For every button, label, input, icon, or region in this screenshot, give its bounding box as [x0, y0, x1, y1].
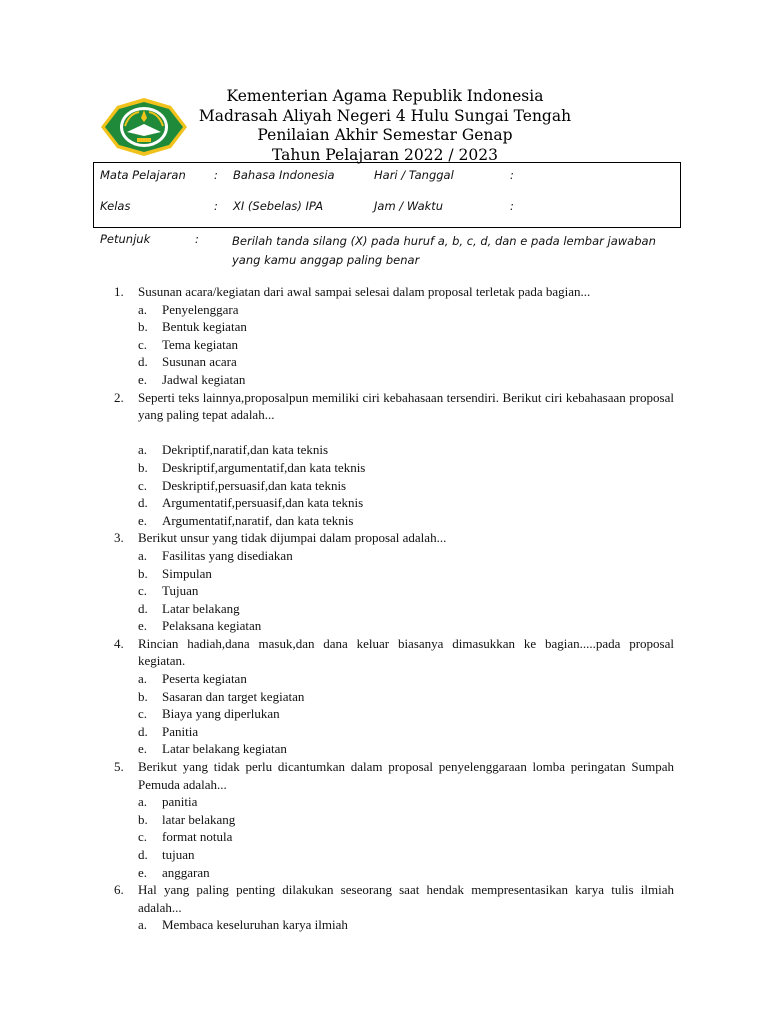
option-letter: b. — [138, 319, 148, 335]
option-letter: b. — [138, 811, 148, 827]
answer-option — [138, 582, 674, 600]
day-date-colon: : — [510, 168, 514, 182]
class-label: Kelas — [100, 199, 131, 213]
option-letter: e. — [138, 741, 148, 757]
option-letter: b. — [138, 688, 148, 704]
exam-title: Penilaian Akhir Semestar Genap — [257, 126, 513, 144]
option-text: Simpulan — [162, 565, 212, 581]
question-item — [114, 635, 674, 758]
option-letter: d. — [138, 600, 148, 616]
day-date-label: Hari / Tanggal — [374, 168, 454, 182]
option-letter: c. — [138, 706, 148, 722]
answer-option — [138, 477, 674, 495]
answer-option — [138, 705, 674, 723]
answer-option — [138, 371, 674, 389]
question-text: Seperti teks lainnya,proposalpun memiliki ciri kebahasaan tersendiri. Berikut ciri kebahasaan proposal yang paling tepat adalah... — [138, 389, 674, 423]
ministry-name: Kementerian Agama Republik Indonesia — [226, 87, 544, 105]
option-text: Deskriptif,persuasif,dan kata teknis — [162, 477, 347, 493]
option-letter: d. — [138, 495, 148, 511]
answer-option — [138, 318, 674, 336]
option-text: Bentuk kegiatan — [162, 319, 247, 335]
question-text: Hal yang paling penting dilakukan seseorang saat hendak mempresentasikan karya tulis ilmiah adalah... — [138, 882, 674, 915]
option-letter: a. — [138, 442, 148, 458]
answer-option — [138, 688, 674, 706]
question-item — [114, 881, 674, 934]
option-text: Panitia — [162, 723, 199, 739]
option-text: Penyelenggara — [162, 301, 239, 317]
answer-option — [138, 828, 674, 846]
question-number: 4. — [114, 635, 124, 651]
instructions-text: Berilah tanda silang (X) pada huruf a, b, c, d, dan e pada lembar jawaban yang kamu anggap paling benar — [232, 234, 656, 267]
instructions-label: Petunjuk — [100, 232, 151, 246]
question-number: 5. — [114, 759, 124, 775]
option-text: anggaran — [162, 864, 210, 880]
answer-option — [138, 916, 674, 934]
time-colon: : — [510, 199, 514, 213]
option-text: Sasaran dan target kegiatan — [162, 688, 305, 704]
answer-option — [138, 846, 674, 864]
academic-year: Tahun Pelajaran 2022 / 2023 — [272, 145, 498, 164]
option-letter: e. — [138, 371, 148, 387]
option-text: Peserta kegiatan — [162, 671, 247, 687]
answer-option — [138, 600, 674, 618]
option-letter: d. — [138, 847, 148, 862]
option-text: Jadwal kegiatan — [162, 371, 246, 387]
option-text: Deskriptif,argumentatif,dan kata teknis — [162, 459, 366, 475]
answer-option — [138, 547, 674, 565]
question-item — [114, 758, 674, 881]
subject-colon: : — [214, 168, 218, 182]
option-text: Argumentatif,naratif, dan kata teknis — [162, 512, 354, 528]
answer-option — [138, 459, 674, 477]
answer-option — [138, 512, 674, 530]
school-name: Madrasah Aliyah Negeri 4 Hulu Sungai Tengah — [198, 106, 572, 125]
option-text: Fasilitas yang disediakan — [162, 547, 293, 563]
answer-option — [138, 864, 674, 882]
option-text: Latar belakang — [162, 600, 240, 616]
option-letter: a. — [138, 301, 148, 317]
answer-option — [138, 793, 674, 811]
subject-label: Mata Pelajaran — [100, 168, 186, 182]
answer-option — [138, 494, 674, 512]
answer-option — [138, 811, 674, 829]
class-value: XI (Sebelas) IPA — [233, 199, 324, 213]
answer-option — [138, 670, 674, 688]
time-label: Jam / Waktu — [374, 199, 444, 213]
option-letter: c. — [138, 336, 148, 352]
option-text: Pelaksana kegiatan — [162, 618, 262, 634]
option-text: Susunan acara — [162, 354, 237, 370]
option-text: Membaca keseluruhan karya ilmiah — [162, 917, 348, 933]
option-letter: c. — [138, 829, 148, 845]
question-text: Berikut yang tidak perlu dicantumkan dalam proposal penyelenggaraan lomba peringatan Sumpah Pemuda adalah... — [138, 759, 674, 792]
answer-option — [138, 565, 674, 583]
answer-option — [138, 353, 674, 371]
option-text: Tujuan — [162, 583, 199, 599]
answer-option — [138, 617, 674, 635]
option-letter: e. — [138, 618, 148, 634]
letterhead — [185, 87, 585, 165]
option-letter: c. — [138, 583, 148, 599]
question-item — [114, 389, 674, 530]
option-text: tujuan — [162, 847, 195, 862]
option-text: Dekriptif,naratif,dan kata teknis — [162, 442, 329, 458]
class-colon: : — [214, 199, 218, 213]
option-letter: d. — [138, 354, 148, 370]
option-text: Biaya yang diperlukan — [162, 706, 280, 722]
option-letter: d. — [138, 723, 148, 739]
option-letter: e. — [138, 512, 148, 528]
option-text: panitia — [162, 794, 198, 810]
question-number: 3. — [114, 530, 124, 546]
option-letter: a. — [138, 547, 148, 563]
option-letter: a. — [138, 671, 148, 687]
question-number: 2. — [114, 389, 124, 405]
option-letter: c. — [138, 477, 148, 493]
subject-value: Bahasa Indonesia — [233, 168, 335, 182]
question-text: Rincian hadiah,dana masuk,dan dana keluar biasanya dimasukkan ke bagian.....pada proposal kegiatan. — [138, 635, 674, 669]
kemenag-emblem-icon — [99, 96, 189, 158]
question-text: Berikut unsur yang tidak dijumpai dalam proposal adalah... — [138, 530, 447, 546]
option-text: Latar belakang kegiatan — [162, 741, 287, 757]
option-letter: a. — [138, 917, 148, 933]
option-text: format notula — [162, 829, 233, 845]
option-letter: b. — [138, 565, 148, 581]
option-letter: a. — [138, 794, 148, 810]
spacer — [138, 424, 674, 442]
option-text: latar belakang — [162, 811, 236, 827]
option-text: Argumentatif,persuasif,dan kata teknis — [162, 495, 364, 511]
answer-option — [138, 301, 674, 319]
question-list — [114, 283, 674, 934]
option-letter: b. — [138, 459, 148, 475]
instructions-colon: : — [195, 232, 199, 246]
answer-option — [138, 441, 674, 459]
option-text: Tema kegiatan — [162, 336, 238, 352]
answer-option — [138, 723, 674, 741]
question-item — [114, 529, 674, 635]
question-number: 1. — [114, 284, 124, 299]
answer-option — [138, 740, 674, 758]
question-text: Susunan acara/kegiatan dari awal sampai selesai dalam proposal terletak pada bagian... — [138, 284, 591, 299]
question-item — [114, 283, 674, 389]
question-number: 6. — [114, 882, 124, 898]
answer-option — [138, 336, 674, 354]
option-letter: e. — [138, 864, 148, 880]
